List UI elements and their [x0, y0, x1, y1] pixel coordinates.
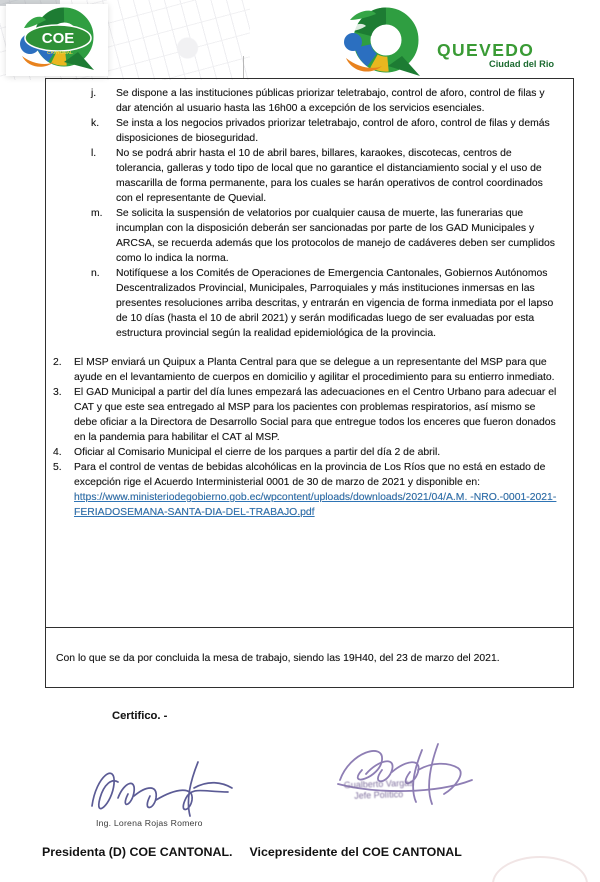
resolution-item-k [91, 116, 559, 146]
coe-cantonal-logo [6, 4, 108, 76]
item-label: 4. [53, 447, 62, 458]
item-text: Oficiar al Comisario Municipal el cierre de los parques a partir del día 2 de abril. [74, 447, 441, 458]
quevedo-q-icon [328, 4, 438, 80]
item-label: n. [91, 268, 100, 279]
item-label: k. [91, 118, 100, 129]
item-text: Para el control de ventas de bebidas alcohólicas en la provincia de Los Ríos que no está en estado de excepción rige el Acuerdo Interministerial 0001 de 30 de marzo de 2021 y disponible en: [74, 462, 546, 488]
item-text: El MSP enviará un Quipux a Planta Central para que se delegue a un representante del MSP para que ayude en el levantamiento de cuerpos en domicilio y agilitar el procedimiento para su entierro inmediato. [74, 357, 555, 383]
resolution-item-j [91, 86, 559, 116]
certify-label: Certifico. - [112, 710, 168, 722]
resolution-item-m [91, 206, 559, 266]
lettered-resolutions-list [91, 86, 559, 341]
left-signature [82, 752, 252, 828]
closing-statement: Con lo que se da por concluida la mesa de trabajo, siendo las 19H40, del 23 de marzo del 2021. [56, 653, 500, 664]
ministry-pdf-link[interactable] [74, 490, 559, 520]
resolution-item-3 [53, 385, 559, 445]
item-label: 5. [53, 462, 62, 473]
left-signatory-name: Ing. Lorena Rojas Romero [96, 818, 203, 828]
resolutions-box [45, 78, 574, 688]
resolution-item-2 [53, 355, 559, 385]
svg-text:COE: COE [41, 30, 75, 47]
stamp-name: Gualberto Vargas [343, 777, 414, 791]
stamp-title: Jefe Político [354, 789, 404, 801]
item-text: El GAD Municipal a partir del día lunes empezará las adecuaciones en el Centro Urbano para adecuar el CAT y que este sea entregado al MSP para los pacientes con problemas respiratorios, así mismo se debe oficiar a la Directora de Desarrollo Social para que entregue todos los enceres que fueron donados en la pandemia para habilitar el CAT al MSP. [74, 387, 557, 443]
footer-title-left: Presidenta (D) COE CANTONAL. [42, 845, 233, 859]
scan-artifact-line [243, 56, 244, 78]
item-text: Se dispone a las instituciones públicas priorizar teletrabajo, control de aforo, control de filas y dar atención al usuario hasta las 16h00 a excepción de los servicios esenciales. [116, 88, 545, 114]
box-divider [45, 627, 574, 628]
item-text: Se solicita la suspensión de velatorios por cualquier causa de muerte, las funerarias que incumplan con la disposición deberán ser sancionadas por parte de los GAD Municipales y ARCSA, se recuerda además que los protocolos de manejo de cadáveres deben ser cumplidos como lo indica la norma. [116, 208, 555, 264]
resolution-item-5 [53, 460, 559, 520]
quevedo-logo-subtitle: Ciudad del Rio [489, 59, 555, 69]
link-line-1: https://www.ministeriodegobierno.gob.ec/wpcontent/uploads/downloads/2021/04/A.M. [74, 492, 468, 503]
stamp-text [344, 778, 415, 802]
coe-q-icon [6, 4, 108, 76]
right-signature-stamp [326, 736, 496, 814]
item-label: m. [91, 208, 103, 219]
stamp-ink-icon [326, 736, 496, 814]
item-text: Se insta a los negocios privados priorizar teletrabajo, control de aforo, control de filas y demás disposiciones de bioseguridad. [116, 118, 550, 144]
resolution-item-n [91, 266, 559, 341]
item-label: 2. [53, 357, 62, 368]
item-label: l. [91, 148, 97, 159]
item-label: j. [91, 88, 97, 99]
footer-titles [42, 845, 582, 859]
resolution-item-4 [53, 445, 559, 460]
quevedo-logo-title: QUEVEDO [437, 40, 535, 60]
link-line-2: -NRO.-0001-2021-FERIADOSEMANA-SANTA-DIA-DEL-TRABAJO.pdf [74, 492, 557, 518]
item-label: 3. [53, 387, 62, 398]
item-text: Notifíquese a los Comités de Operaciones de Emergencia Cantonales, Gobiernos Autónomos Descentralizados Provincial, Municipales, Parroquiales y más instituciones inmersas en las presentes resoluciones arriba descritas, y entrarán en vigencia de forma inmediata por el lapso de 10 días (hasta el 10 de abril 2021) y serán modificadas luego de ser evaluadas por esta estructura provincial según la realidad epidemiológica de la provincia. [116, 268, 554, 339]
resolution-item-l [91, 146, 559, 206]
faint-stamp-arc [492, 856, 588, 882]
svg-text:CANTONAL: CANTONAL [47, 50, 73, 55]
item-text: No se podrá abrir hasta el 10 de abril bares, billares, karaokes, discotecas, centros de tolerancia, galleras y todo tipo de local que no garantice el distanciamiento social y el uso de mascarilla de forma permanente, para los cuales se harán operativos de control coordinados con el representante de Quevial. [116, 148, 543, 204]
footer-title-right: Vicepresidente del COE CANTONAL [249, 845, 462, 859]
numbered-resolutions-list [53, 355, 559, 520]
signature-ink-icon [82, 752, 252, 828]
